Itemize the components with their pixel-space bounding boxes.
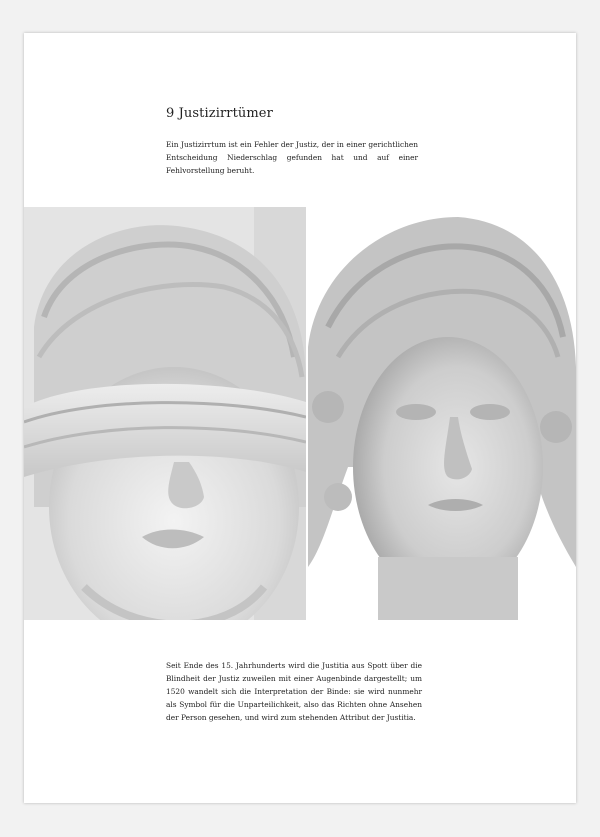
statue-head-photo: [308, 207, 576, 620]
blindfolded-statue-photo: [24, 207, 306, 620]
blindfolded-statue-image: [24, 207, 306, 620]
intro-paragraph: Ein Justizirrtum ist ein Fehler der Justiz, der in einer gerichtlichen Entscheidung Niederschlag gefunden hat und auf einer Fehlvorstellung beruht.: [166, 140, 418, 175]
statue-head-image: [308, 207, 576, 620]
outro-paragraph: Seit Ende des 15. Jahrhunderts wird die Justitia aus Spott über die Blindheit der Justiz zuweilen mit einer Augenbinde dargestellt; um 1520 wandelt sich die Interpretation der Binde: sie wird nunmehr als Symbol für die Unparteilichkeit, also das Richten ohne Ansehen der Person gesehen, und wird zum stehenden Attribut der Justitia.: [166, 661, 422, 722]
photo-pair: [24, 207, 576, 620]
document-page: [24, 33, 576, 803]
page-title: 9 Justizirrtümer: [166, 106, 273, 121]
